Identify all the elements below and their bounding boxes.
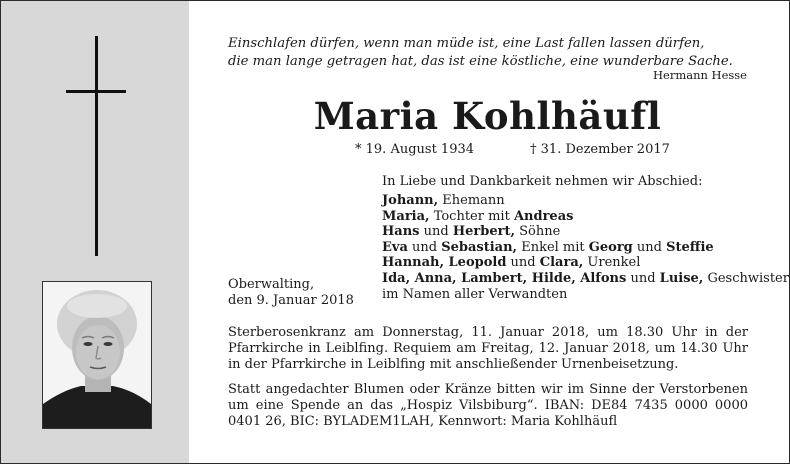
- list-item: Hans und Herbert, Söhne: [382, 224, 561, 240]
- place-town: Oberwalting,: [228, 277, 315, 292]
- quote-block: [228, 35, 733, 71]
- donation-paragraph: Statt angedachter Blumen oder Kränze bitten wir im Sinne der Verstorbenen um eine Spende an das „Hospiz Vilsbiburg“. IBAN: DE84 7435 0000 0000 0401 26, BIC: BYLADEM1LAH, Kennwort: Maria Kohlhäufl: [228, 382, 748, 429]
- list-item: Johann, Ehemann: [382, 193, 505, 208]
- quote-line: die man lange getragen hat, das ist eine köstliche, eine wunderbare Sache.: [228, 54, 733, 69]
- services-paragraph: Sterberosenkranz am Donnerstag, 11. Januar 2018, um 18.30 Uhr in der Pfarrkirche in Leiblfing. Requiem am Freitag, 12. Januar 2018, um 14.30 Uhr in der Pfarrkirche in Leiblfing mit anschließender Urnenbeisetzung.: [228, 325, 748, 372]
- list-item: im Namen aller Verwandten: [382, 286, 568, 302]
- portrait-photo: [42, 281, 152, 429]
- farewell-line: In Liebe und Dankbarkeit nehmen wir Abschied:: [382, 174, 703, 189]
- list-item: Hannah, Leopold und Clara, Urenkel: [382, 255, 641, 271]
- life-dates: [355, 142, 670, 158]
- list-item: Maria, Tochter mit Andreas: [382, 208, 574, 224]
- list-item: Eva und Sebastian, Enkel mit Georg und Steffie: [382, 239, 714, 255]
- cross-icon-bar: [66, 90, 126, 93]
- place-date-line: den 9. Januar 2018: [228, 292, 354, 308]
- mourners-list: [382, 193, 789, 302]
- cross-icon: [95, 36, 98, 256]
- quote-author: Hermann Hesse: [652, 68, 747, 82]
- deceased-name: Maria Kohlhäufl: [313, 94, 662, 138]
- death-date: † 31. Dezember 2017: [530, 142, 670, 157]
- quote-line: Einschlafen dürfen, wenn man müde ist, eine Last fallen lassen dürfen,: [228, 36, 705, 51]
- birth-date: * 19. August 1934: [355, 142, 475, 157]
- list-item: Ida, Anna, Lambert, Hilde, Alfons und Luise, Geschwister: [382, 270, 789, 286]
- place-date: [228, 277, 354, 308]
